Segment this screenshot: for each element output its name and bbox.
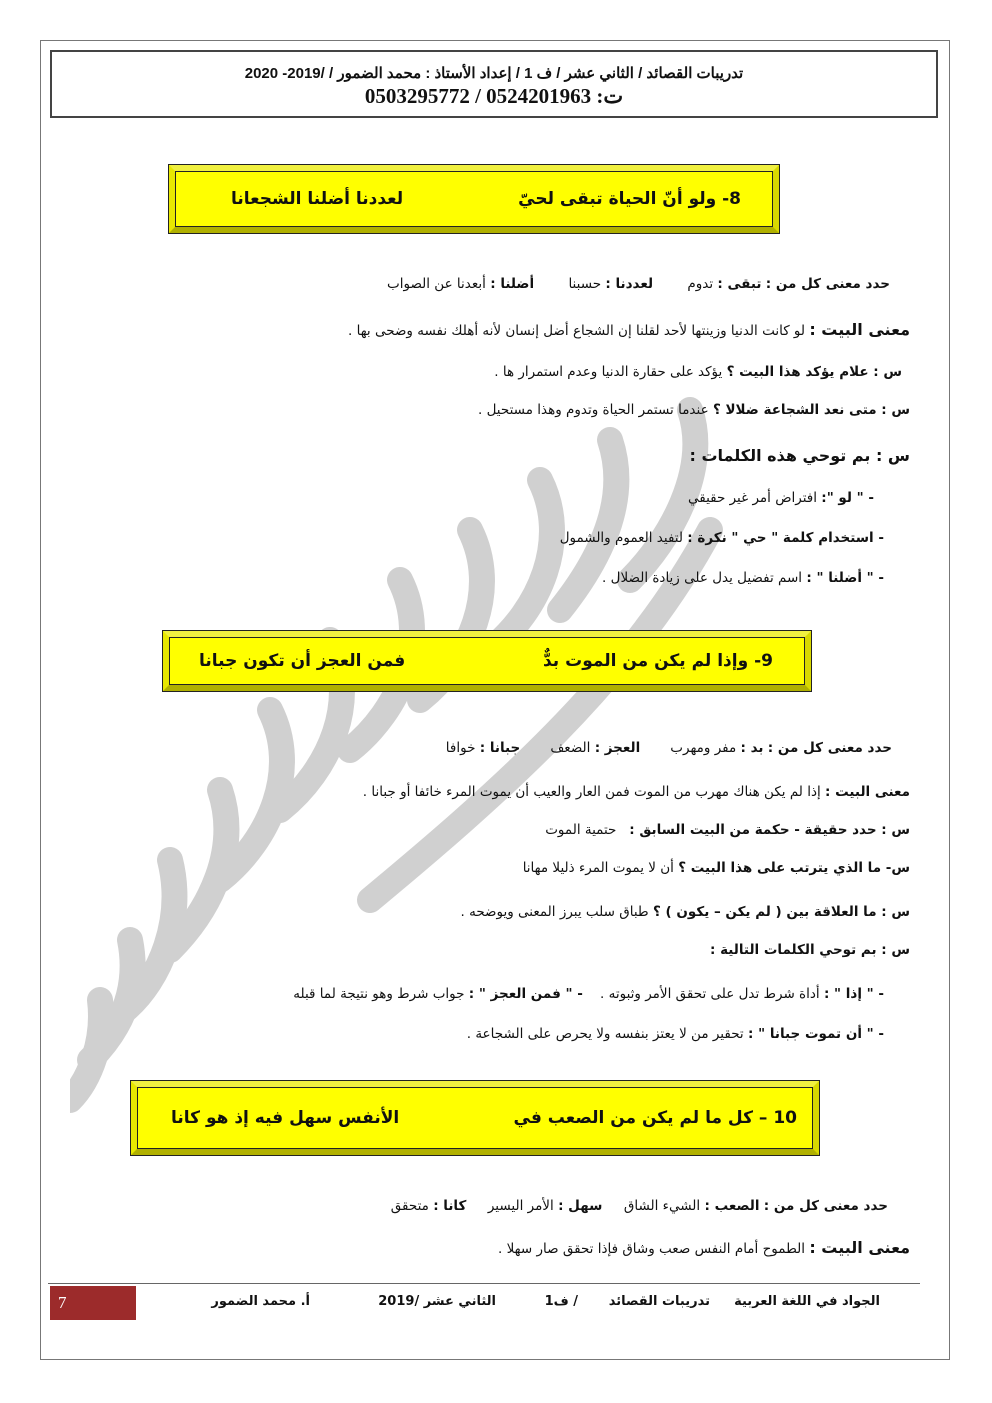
s9-question-3: س : ما العلاقة بين ( لم يكن – يكون ) ؟ طباق سلب يبرز المعنى ويوضحه . [460,904,910,920]
page-border [40,40,950,1360]
s9-items-row: - " إذا " : أداة شرط تدل على تحقق الأمر وثبوته . - " فمن العجز " : جواب شرط وهو نتيجة لما قبله [293,986,884,1002]
s9-question-1: س : حدد حقيقة - حكمة من البيت السابق : حتمية الموت [545,822,910,838]
verse-10-first-hemistich: 10 – كل ما لم يكن من الصعب في [513,1108,797,1128]
page-number: 7 [50,1286,136,1320]
s9-question-2: س- ما الذي يترتب على هذا البيت ؟ أن لا يموت المرء ذليلا مهانا [522,860,910,876]
footer-grade: الثاني عشر /2019 [378,1294,496,1309]
s10-meaning: معنى البيت : الطموح أمام النفس صعب وشاق فإذا تحقق صار سهلا . [498,1238,910,1257]
s8-question-1: س : علام يؤكد هذا البيت ؟ يؤكد على حقارة الدنيا وعدم استمرار ها . [494,364,902,380]
footer-term: / ف1 [544,1294,578,1309]
s8-question-2: س : متى نعد الشجاعة ضلالا ؟ عندما تستمر الحياة وتدوم وهذا مستحيل . [478,402,910,418]
verse-8-second-hemistich: لعددنا أضلنا الشجعانا [231,189,404,209]
s8-item-1: - " لو ": افتراض أمر غير حقيقي [687,490,874,506]
verse-box-10 [130,1080,820,1156]
verse-box-9 [162,630,812,692]
s9-meaning: معنى البيت : إذا لم يكن هناك مهرب من الموت فمن العار والعيب أن يموت المرء خائفا أو جبانا . [362,784,910,800]
header-phones: ت: 0524201963 / 0503295772 [364,84,624,108]
s10-define-line: حدد معنى كل من : الصعب : الشيء الشاق سهل : الأمر اليسير كانا : متحقق [390,1198,888,1214]
s9-question-4: س : بم توحي الكلمات التالية : [710,942,910,958]
footer-author: أ. محمد الضمور [211,1294,310,1309]
s8-item-2: - استخدام كلمة " حي " نكرة : لتفيد العموم والشمول [559,530,884,546]
s9-define-line: حدد معنى كل من : بد : مفر ومهرب العجز : الضعف جبانا : خوافا [445,740,892,756]
verse-9-first-hemistich: 9- وإذا لم يكن من الموت بدٌّ [542,651,773,671]
document-header [50,50,938,118]
footer-subject: تدريبات القصائد [608,1294,710,1309]
s8-item-3: - " أضلنا " : اسم تفضيل يدل على زيادة الضلال . [602,570,884,586]
verse-10-second-hemistich: الأنفس سهل فيه إذ هو كانا [171,1108,400,1128]
s9-item-3: - " أن تموت جبانا " : تحقير من لا يعتز بنفسه ولا يحرص على الشجاعة . [466,1026,884,1042]
footer-rule [48,1283,920,1284]
verse-box-8 [168,164,780,234]
verse-9-second-hemistich: فمن العجز أن تكون جبانا [199,651,406,671]
s8-meaning: معنى البيت : لو كانت الدنيا وزينتها لأحد لقلنا إن الشجاع أضل إنسان لأنه أهلك نفسه وضحى بها . [348,320,910,339]
s8-question-3: س : بم توحي هذه الكلمات : [689,446,910,465]
header-title: تدريبات القصائد / الثاني عشر / ف 1 / إعداد الأستاذ : محمد الضمور / /2019- 2020 [244,65,744,82]
verse-8-first-hemistich: 8- ولو أنّ الحياة تبقى لحيّ [518,189,741,209]
s8-define-line: حدد معنى كل من : تبقى : تدوم لعددنا : حسبنا أضلنا : أبعدنا عن الصواب [387,276,890,292]
footer-title: الجواد في اللغة العربية [734,1294,880,1309]
